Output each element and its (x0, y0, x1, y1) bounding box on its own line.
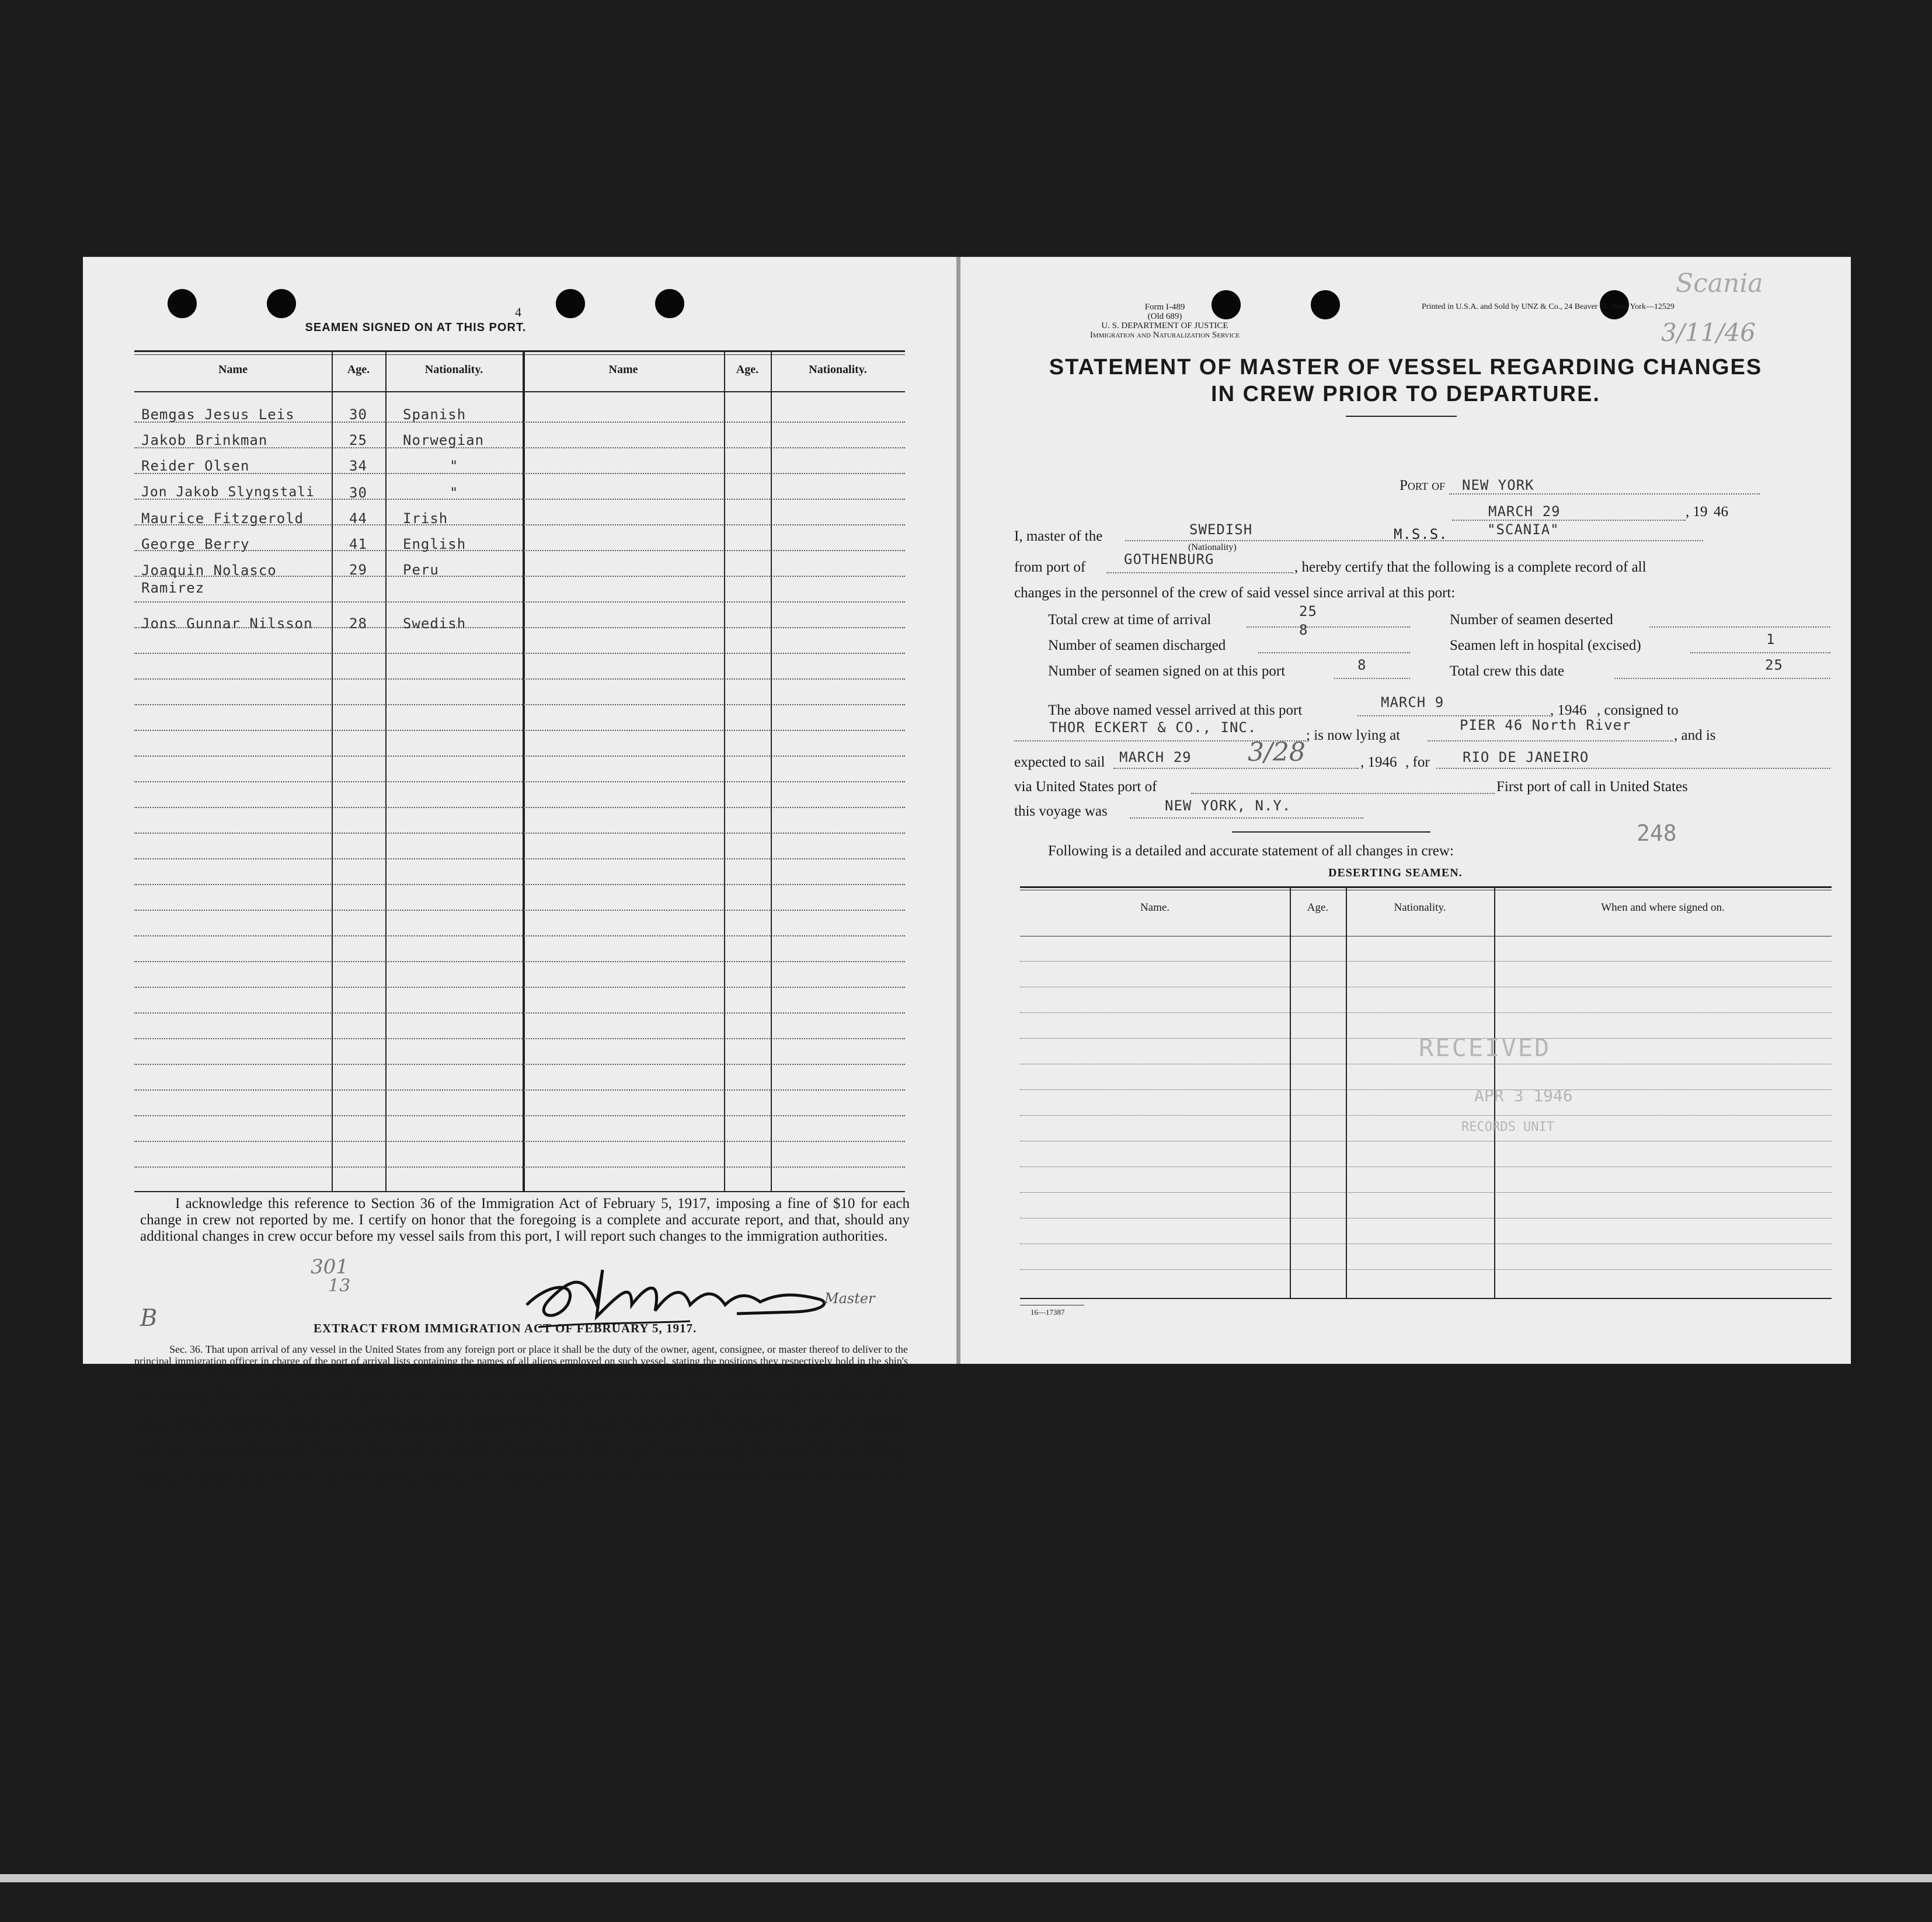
form-old: (Old 689) (1147, 312, 1182, 321)
right-page (960, 257, 1851, 1364)
table-row (134, 613, 905, 639)
arrived-value: MARCH 9 (1381, 694, 1444, 711)
master-of-label: I, master of the (1014, 528, 1103, 544)
stat-label: Total crew at time of arrival (1048, 612, 1212, 628)
col-header-age: Age. (1307, 901, 1329, 914)
col-header-name: Name (218, 363, 248, 376)
col-header-name: Name. (1140, 901, 1170, 914)
writing-line (134, 807, 905, 808)
from-port-field (1106, 551, 1293, 573)
stat-label: Number of seamen signed on at this port (1048, 663, 1286, 679)
seaman-name: Reider Olsen (141, 458, 250, 474)
expected-handwritten: 3/28 (1248, 737, 1306, 767)
arrived-label: The above named vessel arrived at this port (1048, 702, 1303, 718)
seaman-age: 34 (349, 458, 367, 474)
col-header-age-2: Age. (736, 363, 759, 376)
table-row (134, 482, 905, 508)
writing-line (134, 833, 905, 834)
seaman-age: 41 (349, 536, 367, 552)
port-field (1449, 476, 1760, 495)
writing-line (134, 1167, 905, 1168)
writing-line (134, 1038, 905, 1039)
stat-field (1247, 603, 1410, 628)
table-row (134, 534, 905, 559)
nationality-caption: (Nationality) (1188, 542, 1237, 552)
and-is-label: , and is (1674, 727, 1716, 743)
section-label: Sec. 36. (169, 1343, 203, 1355)
corner-note: Scania (1676, 269, 1763, 298)
writing-line (134, 987, 905, 988)
department: U. S. DEPARTMENT OF JUSTICE (1101, 321, 1228, 330)
writing-line (1020, 1089, 1832, 1090)
master-label: Master (824, 1290, 875, 1307)
writing-line (134, 910, 905, 911)
vessel-nationality: SWEDISH (1189, 521, 1253, 538)
following-text: Following is a detailed and accurate statement of all changes in crew: (1048, 843, 1454, 859)
footer-code: 16—17387 (1031, 1308, 1065, 1317)
table-row (134, 455, 905, 481)
page-number: 4 (515, 305, 521, 319)
voyage-label: this voyage was (1014, 803, 1108, 819)
left-page (83, 257, 959, 1492)
writing-line (1020, 1115, 1832, 1116)
form-title: STATEMENT OF MASTER OF VESSEL REGARDING CHANGES (1049, 355, 1763, 379)
arrived-year: , 1946 (1550, 702, 1587, 718)
handwritten-note: 13 (328, 1276, 351, 1296)
writing-line (134, 755, 905, 757)
number-mark: 248 (1637, 820, 1677, 846)
arrived-year-value: 46 (1572, 702, 1587, 718)
col-header-nationality: Nationality. (424, 363, 483, 376)
table-row (134, 559, 905, 612)
stat-field (1690, 631, 1830, 653)
writing-line (134, 1064, 905, 1065)
col-header-nationality: Nationality. (1394, 901, 1446, 914)
stat-field (1258, 622, 1410, 653)
proviso-text: That clearance may be granted prior to the determination of such question upon deposit of a sum sufficient to cover such fine. (134, 1468, 908, 1492)
first-port-label: First port of call in United States (1496, 779, 1688, 795)
handwritten-note: 301 (311, 1255, 349, 1279)
punch-hole (1311, 290, 1340, 319)
col-header-nationality-2: Nationality. (809, 363, 867, 376)
stat-field (1334, 657, 1410, 679)
arrived-field (1357, 694, 1550, 716)
port-value: NEW YORK (1462, 477, 1534, 493)
vessel-type: M.S.S. (1394, 526, 1448, 542)
table-row (134, 404, 905, 430)
writing-line (134, 781, 905, 782)
extract-heading: EXTRACT FROM IMMIGRATION ACT OF FEBRUARY 5, 1917. (314, 1321, 697, 1335)
stat-label: Number of seamen deserted (1450, 612, 1613, 628)
seaman-nationality: Norwegian (403, 432, 485, 448)
lying-field (1428, 717, 1673, 741)
received-stamp-unit: RECORDS UNIT (1461, 1120, 1554, 1134)
seaman-nationality: Peru (403, 562, 439, 578)
expected-label: expected to sail (1014, 754, 1105, 770)
writing-line (134, 704, 905, 705)
form-info (1089, 302, 1241, 340)
stat-value: 1 (1766, 631, 1776, 647)
film-frame-edge (0, 1874, 1932, 1882)
date-field (1452, 502, 1686, 521)
seaman-age: 30 (349, 406, 367, 423)
changes-text: changes in the personnel of the crew of said vessel since arrival at this port: (1014, 585, 1456, 601)
for-field (1436, 750, 1830, 769)
stat-value: 8 (1357, 657, 1367, 673)
from-port-label: from port of (1014, 559, 1086, 575)
seaman-age: 25 (349, 432, 367, 448)
seaman-age: 29 (349, 562, 367, 578)
seaman-name: Joaquin Nolasco Ramirez (141, 562, 277, 596)
stat-label: Total crew this date (1450, 663, 1565, 679)
acknowledgement-text: I acknowledge this reference to Section 36 of the Immigration Act of February 5, 1917, imposing a fine of $10 for each change in crew not reported by me. I certify on honor that the foregoing is a complete and accurate report, and that, should any additional changes in crew occur before my vessel sails from this port, I will report such changes to the immigration authorities. (140, 1196, 910, 1244)
writing-line (134, 961, 905, 962)
expected-field (1113, 737, 1359, 769)
seaman-name: Jons Gunnar Nilsson (141, 615, 313, 632)
seaman-name: Jon Jakob Slyngstali (141, 485, 315, 500)
port-label: Port of (1400, 478, 1446, 493)
year-value: 46 (1714, 504, 1728, 520)
lying-label: ; is now lying at (1306, 727, 1401, 743)
section-text: That upon arrival of any vessel in the United States from any foreign port or place it shall be the duty of the owner, agent, consignee, or master thereof to deliver to the principal immigration officer in charge of the port of arrival lists containing the names of all aliens employed on such vessel, stating the positions they respectively hold in the ship's company, when and where they were respectively shipped or engaged, and specifying those to be paid off and discharged in the port of arrival; or lists containing so much of such information as the Secretary of Labor shall by regulation prescribe; and after the arrival of any such vessel it shall be the duty of such owner, agent, consignee, or master to report to such immigration officer, in writing, as soon as discovered, all cases in which any such alien has illegally landed from the vessel, giving a description of such alien, together with any information likely to lead to his apprehension; and before the departure of any such vessel it shall be the duty of such owner, agent, consignee, or master to deliver to such immigration officer a further list containing the names of all alien employees who were not employed thereon at the time of the arrival but who will leave port thereon at the time of her departure, and also the names of those, if any, who have been paid off and discharged and of those, if any, who have deserted or landed; and in case of the failure of such owner, agent, consignee, or master so to deliver either of the said lists of such aliens arriving and departing, respectively, or so to report such cases of desertion or landing, such owner, agent, consignee, or master shall, if required by the Secretary of Labor, pay to the collector of customs of the customs district in which the port of arrival is located the sum of $10 for each alien concerning whom correct lists are not delivered or a true report is not made as above required; and no such vessel shall be granted clearance pending the determination of the question of the liability to the payment of such fine, and, in the event such fine is imposed, while it remains unpaid; nor shall such fine be remitted or refunded; (134, 1343, 908, 1481)
punch-hole (655, 289, 684, 318)
writing-line (134, 1115, 905, 1116)
from-port-value: GOTHENBURG (1124, 551, 1214, 567)
certify-text: , hereby certify that the following is a complete record of all (1294, 559, 1646, 575)
seamen-signed-on-table (134, 350, 911, 1191)
table-bottom-rule (134, 1191, 905, 1192)
writing-line (134, 1012, 905, 1014)
for-value: RIO DE JANEIRO (1463, 749, 1589, 765)
seaman-nationality: Irish (403, 510, 448, 527)
seaman-name: Bemgas Jesus Leis (141, 406, 295, 423)
writing-line (1020, 1192, 1832, 1193)
deserting-seamen-table (1020, 886, 1832, 1298)
punch-hole (168, 289, 197, 318)
stat-label: Seamen left in hospital (excised) (1450, 638, 1641, 653)
col-header-age: Age. (347, 363, 370, 376)
year-prefix: , 19 (1686, 504, 1708, 520)
seaman-nationality: Spanish (403, 406, 467, 423)
rule (1232, 831, 1430, 833)
received-stamp-date: APR 3 1946 (1474, 1086, 1573, 1105)
seaman-name: George Berry (141, 536, 250, 552)
col-header-name-2: Name (608, 363, 638, 376)
seaman-nationality: Swedish (403, 615, 467, 632)
form-number: Form I-489 (1144, 302, 1185, 312)
seaman-age: 28 (349, 615, 367, 632)
printer-line: Printed in U.S.A. and Sold by UNZ & Co., 24 Beaver St., New York—12529 (1422, 302, 1675, 311)
deserting-heading: DESERTING SEAMEN. (1328, 866, 1463, 879)
vessel-field (1125, 523, 1703, 541)
writing-line (134, 1089, 905, 1091)
seaman-nationality: English (403, 536, 467, 552)
law-text (134, 1344, 908, 1492)
writing-line (134, 653, 905, 654)
stat-label: Number of seamen discharged (1048, 638, 1226, 653)
voyage-field (1130, 800, 1363, 819)
stat-field (1614, 657, 1830, 679)
signed-on-heading: SEAMEN SIGNED ON AT THIS PORT. (305, 321, 527, 334)
received-stamp: RECEIVED (1419, 1033, 1551, 1062)
stat-field (1649, 609, 1830, 628)
stat-value: 8 (1299, 622, 1308, 638)
proviso-word: Provided, (766, 1468, 807, 1481)
lying-value: PIER 46 North River (1460, 717, 1631, 733)
form-title-line2: IN CREW PRIOR TO DEPARTURE. (1211, 382, 1600, 406)
via-label: via United States port of (1014, 779, 1157, 795)
expected-value: MARCH 29 (1119, 749, 1192, 765)
writing-line (134, 1141, 905, 1142)
col-header-signed-on: When and where signed on. (1601, 901, 1725, 914)
via-field (1191, 775, 1495, 794)
punch-hole (556, 289, 585, 318)
expected-year-value: 46 (1382, 754, 1397, 770)
for-label: , for (1405, 754, 1430, 770)
seaman-nationality: " (450, 458, 459, 474)
writing-line (1020, 961, 1832, 962)
handwritten-mark: B (140, 1305, 158, 1332)
stat-value: 25 (1299, 603, 1317, 619)
consignee-value: THOR ECKERT & CO., INC. (1049, 719, 1257, 736)
writing-line (1020, 1269, 1832, 1270)
punch-hole (267, 289, 296, 318)
writing-line (134, 678, 905, 680)
seaman-age: 44 (349, 510, 367, 527)
service: Immigration and Naturalization Service (1089, 330, 1240, 340)
writing-line (134, 935, 905, 936)
vessel-name: "SCANIA" (1487, 521, 1559, 538)
voyage-value: NEW YORK, N.Y. (1165, 798, 1292, 814)
stat-value: 25 (1765, 657, 1783, 673)
seaman-name: Maurice Fitzgerold (141, 510, 304, 527)
seaman-name: Jakob Brinkman (141, 432, 268, 448)
seaman-age: 30 (349, 485, 367, 501)
seaman-nationality: " (450, 485, 459, 501)
corner-date: 3/11/46 (1661, 318, 1756, 347)
date-value: MARCH 29 (1488, 503, 1561, 520)
table-row (134, 508, 905, 534)
consigned-label: , consigned to (1597, 702, 1679, 718)
writing-line (134, 858, 905, 859)
writing-line (134, 884, 905, 885)
title-rule (1346, 416, 1457, 417)
table-row (134, 430, 905, 455)
writing-line (134, 730, 905, 731)
expected-year: , 1946 (1360, 754, 1397, 770)
writing-line (1020, 1012, 1832, 1013)
